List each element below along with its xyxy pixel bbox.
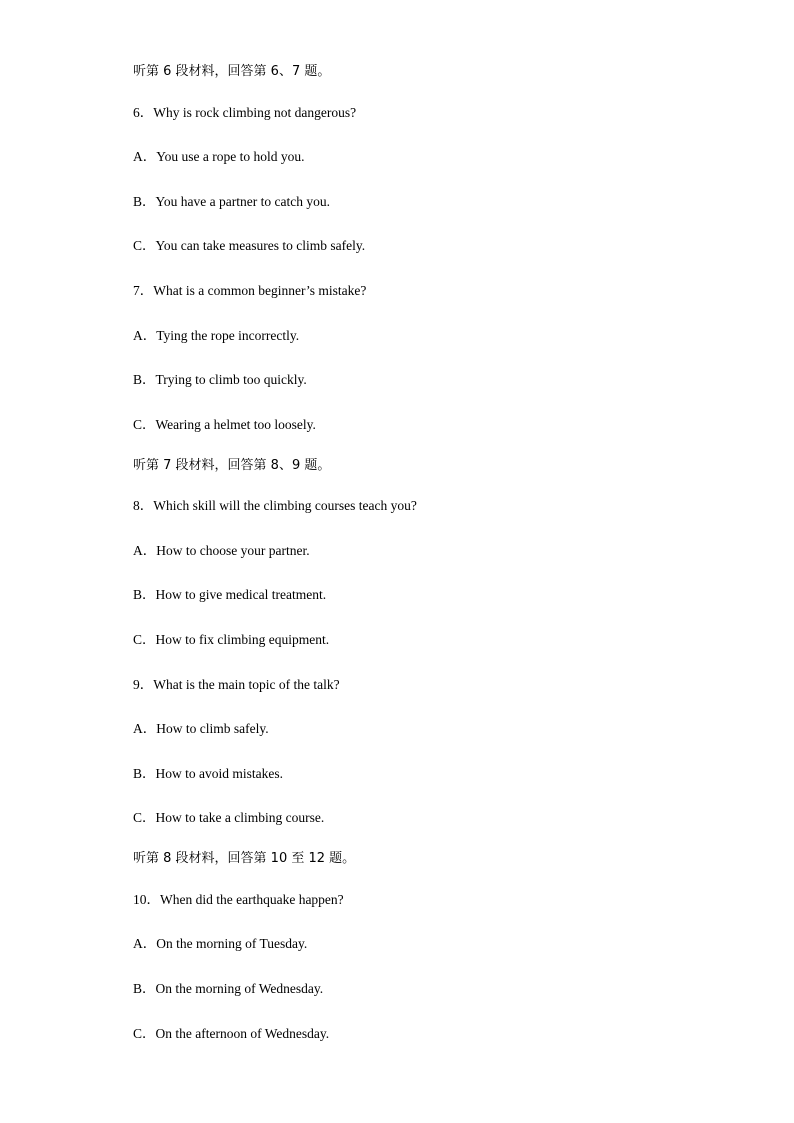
answer-option: C．You can take measures to climb safely. [133, 238, 366, 253]
question-stem: 7．What is a common beginner’s mistake? [133, 283, 367, 298]
answer-option: B．How to avoid mistakes. [133, 766, 283, 781]
answer-option: C．How to take a climbing course. [133, 810, 325, 825]
section-header: 听第 8 段材料，回答第 10 至 12 题。 [133, 851, 356, 866]
answer-option: B．Trying to climb too quickly. [133, 372, 307, 387]
section-header: 听第 7 段材料，回答第 8、9 题。 [133, 458, 331, 473]
question-stem: 8．Which skill will the climbing courses teach you? [133, 498, 417, 513]
answer-option: B．On the morning of Wednesday. [133, 981, 324, 996]
answer-option: A．You use a rope to hold you. [133, 149, 305, 164]
answer-option: A．Tying the rope incorrectly. [133, 328, 300, 343]
answer-option: B．You have a partner to catch you. [133, 194, 330, 209]
section-header: 听第 6 段材料，回答第 6、7 题。 [133, 64, 331, 79]
answer-option: A．On the morning of Tuesday. [133, 936, 308, 951]
answer-option: A．How to choose your partner. [133, 543, 310, 558]
answer-option: A．How to climb safely. [133, 721, 269, 736]
question-stem: 6．Why is rock climbing not dangerous? [133, 105, 357, 120]
answer-option: C．Wearing a helmet too loosely. [133, 417, 316, 432]
question-stem: 9．What is the main topic of the talk? [133, 677, 340, 692]
answer-option: B．How to give medical treatment. [133, 587, 327, 602]
question-stem: 10．When did the earthquake happen? [133, 892, 344, 907]
answer-option: C．How to fix climbing equipment. [133, 632, 330, 647]
answer-option: C．On the afternoon of Wednesday. [133, 1026, 330, 1041]
